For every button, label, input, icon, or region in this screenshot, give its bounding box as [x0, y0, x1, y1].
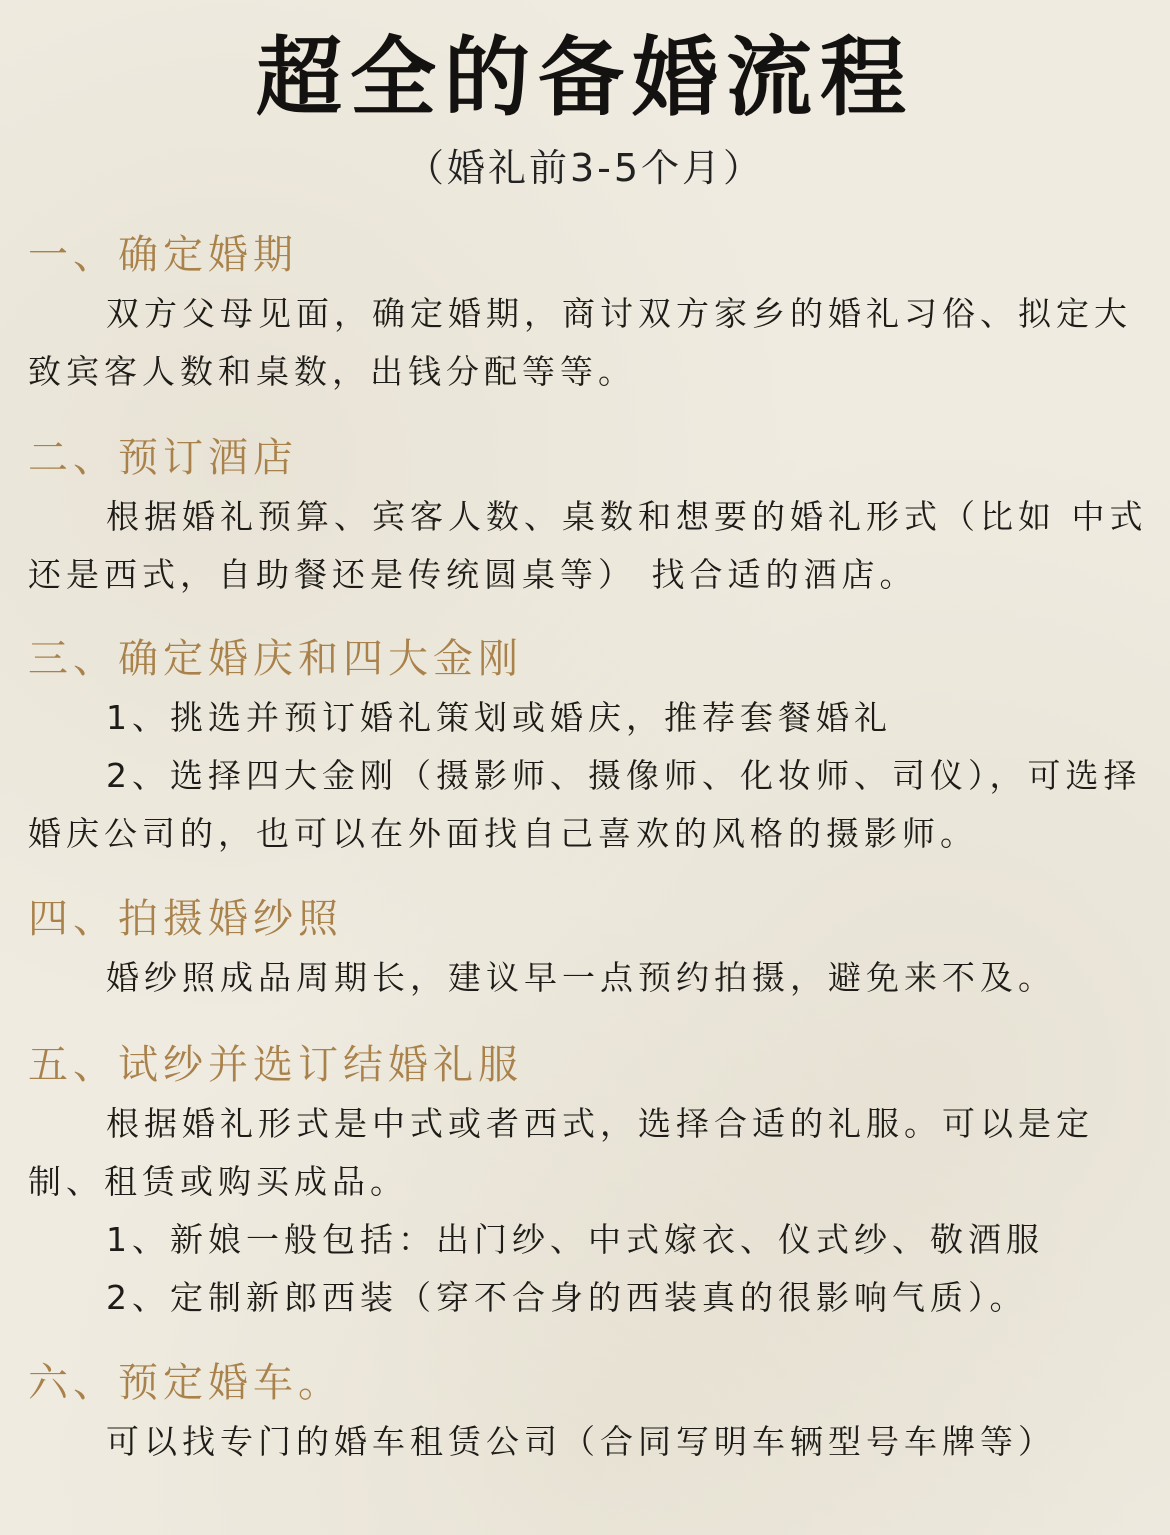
section-paragraph: 2、选择四大金刚（摄影师、摄像师、化妆师、司仪），可选择婚庆公司的，也可以在外面找自己喜欢的风格的摄影师。 [28, 756, 1142, 853]
section-paragraph: 双方父母见面，确定婚期，商讨双方家乡的婚礼习俗、拟定大致宾客人数和桌数，出钱分配等等。 [28, 294, 1132, 391]
section-heading: 三、确定婚庆和四大金刚 [28, 636, 523, 682]
section-4 [28, 891, 1148, 1007]
section-heading: 一、确定婚期 [28, 232, 298, 278]
section-2 [28, 430, 1148, 604]
section-paragraph: 婚纱照成品周期长，建议早一点预约拍摄，避免来不及。 [106, 958, 1056, 997]
section-paragraph: 根据婚礼预算、宾客人数、桌数和想要的婚礼形式（比如 中式还是西式，自助餐还是传统圆桌等） 找合适的酒店。 [28, 497, 1148, 594]
page-title: 超全的备婚流程 [256, 28, 914, 128]
section-heading: 六、预定婚车。 [28, 1360, 343, 1406]
section-paragraph: 可以找专门的婚车租赁公司（合同写明车辆型号车牌等） [106, 1422, 1056, 1461]
section-1 [28, 227, 1148, 401]
section-6 [28, 1355, 1148, 1471]
section-3 [28, 631, 1148, 863]
section-heading: 四、拍摄婚纱照 [28, 896, 343, 942]
section-list-item: 2、定制新郎西装（穿不合身的西装真的很影响气质）。 [106, 1278, 1028, 1317]
section-list-item: 1、新娘一般包括：出门纱、中式嫁衣、仪式纱、敬酒服 [106, 1220, 1044, 1259]
page-subtitle: （婚礼前3-5个月） [405, 146, 765, 190]
section-5 [28, 1037, 1148, 1327]
section-heading: 二、预订酒店 [28, 435, 298, 481]
section-heading: 五、试纱并选订结婚礼服 [28, 1042, 523, 1088]
section-paragraph: 根据婚礼形式是中式或者西式，选择合适的礼服。可以是定制、租赁或购买成品。 [28, 1104, 1094, 1201]
section-list-item: 1、挑选并预订婚礼策划或婚庆，推荐套餐婚礼 [106, 698, 892, 737]
